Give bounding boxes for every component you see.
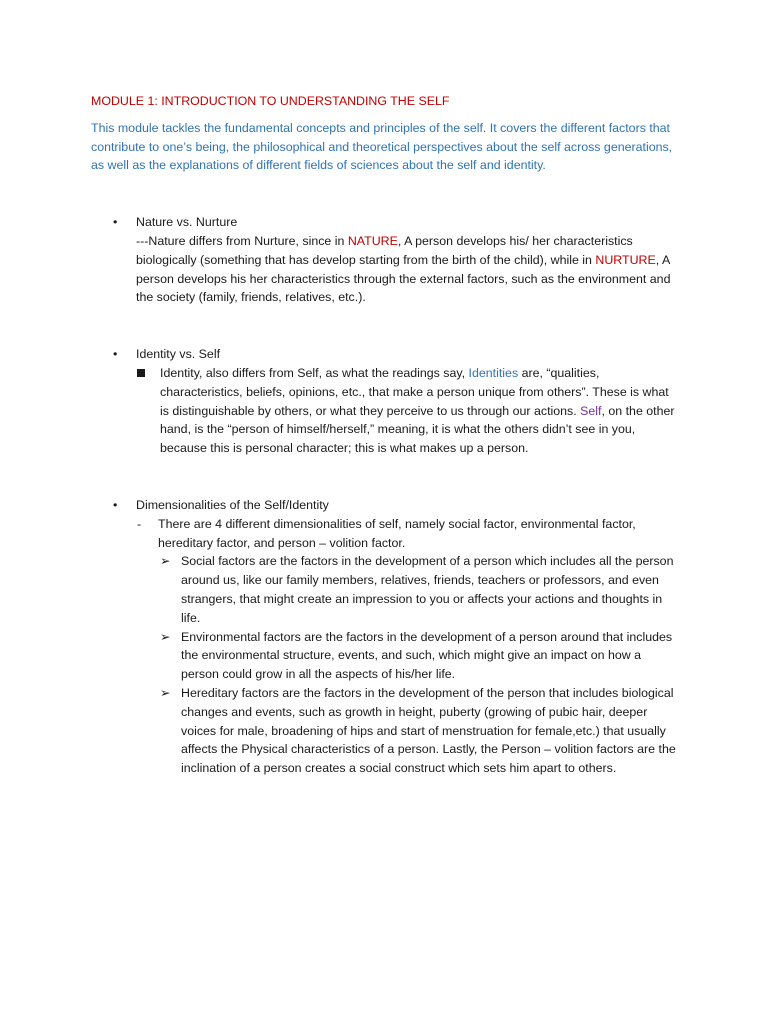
square-bullet-icon [137, 369, 145, 377]
section-paragraph: There are 4 different dimensionalities of self, namely social factor, environmental factor, hereditary factor, and person – volition factor. [158, 516, 636, 550]
arrow-list [160, 552, 678, 778]
keyword-nurture: NURTURE [595, 252, 656, 267]
section-heading: Nature vs. Nurture [136, 215, 238, 230]
section-paragraph: Identity, also differs from Self, as what the readings say, Identities are, “qualities, characteristics, beliefs, opinions, etc., that make a person unique from others”. These is what is distinguishable by others, or what they perceive to us through our actions. Self, on the other hand, is the “person of himself/herself,” meaning, it is what the others didn’t see in you, because this is personal character; this is what makes up a person. [160, 365, 675, 456]
arrow-bullet-icon: ➢ [160, 685, 171, 700]
list-item [160, 628, 678, 684]
arrow-bullet-icon: ➢ [160, 554, 171, 569]
keyword-self: Self [580, 403, 602, 418]
keyword-nature: NATURE [347, 233, 398, 248]
module-intro: This module tackles the fundamental concepts and principles of the self. It covers the different factors that contribute to one’s being, the philosophical and theoretical perspectives about the self across generations, as well as the explanations of different fields of sciences about the self and identity. [91, 120, 673, 173]
section-identity-self [91, 345, 678, 458]
keyword-identities: Identities [468, 365, 519, 380]
list-item [160, 552, 678, 627]
section-paragraph: ---Nature differs from Nurture, since in NATURE, A person develops his/ her characteristics biologically (something that has develop starting from the birth of the child), while in NURTURE, A person develops his her characteristics through the external factors, such as the environment and the society (family, friends, relatives, etc.). [136, 233, 671, 305]
list-item [137, 515, 678, 553]
list-item [160, 684, 678, 778]
bullet-icon: • [113, 215, 118, 230]
list-item-text: Hereditary factors are the factors in the development of the person that includes biological changes and events, such as growth in height, puberty (growing of pubic hair, deeper voices for male, broadening of hips and start of menstruation for female,etc.) that usually affects the Physical characteristics of a person. Lastly, the Person – volition factors are the inclination of a person creates a social construct which sets him apart to others. [181, 685, 676, 776]
section-heading: Dimensionalities of the Self/Identity [136, 497, 329, 512]
bullet-icon: • [113, 497, 118, 512]
arrow-bullet-icon: ➢ [160, 629, 171, 644]
list-item-text: Environmental factors are the factors in the development of a person around that includes the environmental structure, events, and such, which might give an impact on how a person could grow in all the aspects of his/her life. [181, 629, 673, 682]
section-nature-nurture [91, 213, 678, 307]
list-item [136, 364, 678, 458]
section-heading: Identity vs. Self [136, 347, 221, 362]
section-dimensionalities [91, 496, 678, 778]
module-title: MODULE 1: INTRODUCTION TO UNDERSTANDING THE SELF [91, 94, 450, 108]
list-item-text: Social factors are the factors in the development of a person which includes all the person around us, like our family members, relatives, friends, teachers or professors, and even strangers, that might create an impression to you or affects your actions and thoughts in life. [181, 554, 674, 625]
dash-bullet-icon: - [137, 516, 142, 531]
bullet-icon: • [113, 347, 118, 362]
